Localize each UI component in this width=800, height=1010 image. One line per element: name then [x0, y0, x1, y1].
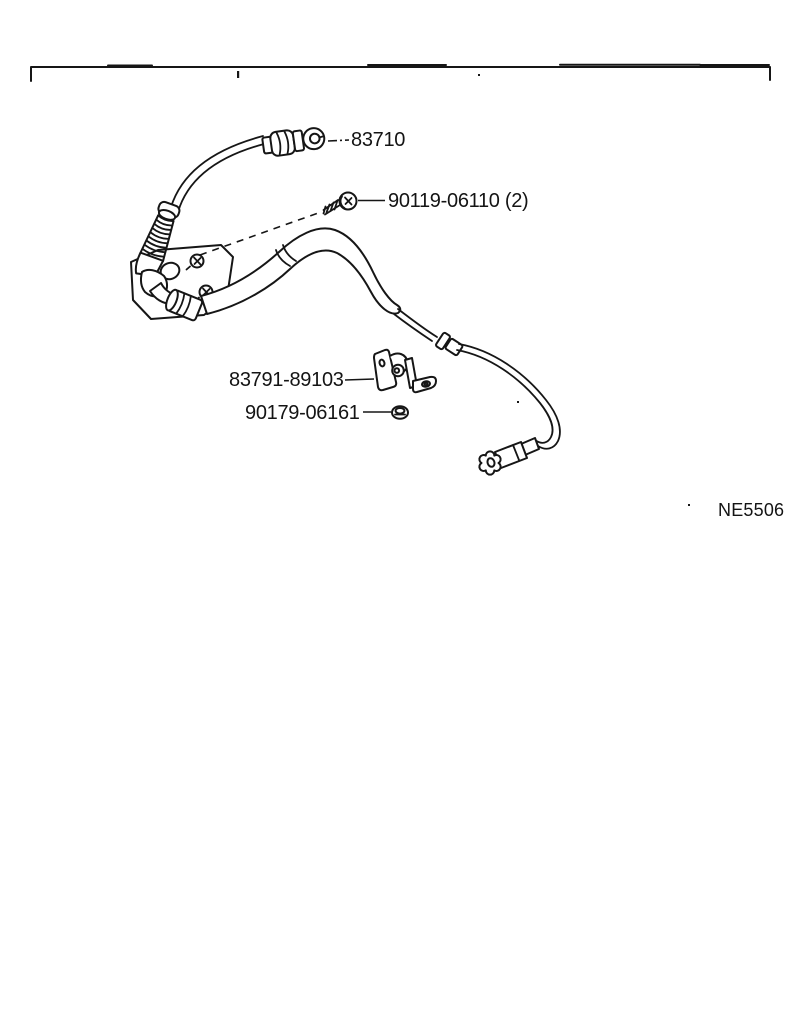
scan-speck	[688, 504, 690, 506]
leader-line-83710	[328, 140, 349, 141]
scan-speck	[517, 401, 519, 403]
figure-code: NE5506	[718, 500, 785, 520]
upper-connector	[262, 125, 326, 157]
part-callout-83791-89103[interactable]: 83791-89103	[229, 369, 344, 391]
clamp-bracket	[374, 350, 436, 392]
part-callout-83710[interactable]: 83710	[351, 129, 406, 151]
part-callout-90179-06161[interactable]: 90179-06161	[245, 402, 360, 424]
scan-speck	[478, 74, 480, 76]
upper-cable	[171, 136, 264, 212]
scan-tick	[237, 71, 239, 78]
lower-cable-loop	[457, 344, 560, 449]
inner-cable-mid	[394, 309, 463, 356]
speedo-cable-assembly-drawing	[131, 125, 690, 506]
clamp-nut	[392, 406, 408, 419]
part-callout-90119-06110[interactable]: 90119-06110 (2)	[388, 190, 529, 212]
lower-connector	[479, 438, 539, 475]
page-frame-border	[31, 65, 770, 81]
leader-line-83791	[345, 379, 374, 380]
mounting-bolt	[324, 193, 357, 215]
